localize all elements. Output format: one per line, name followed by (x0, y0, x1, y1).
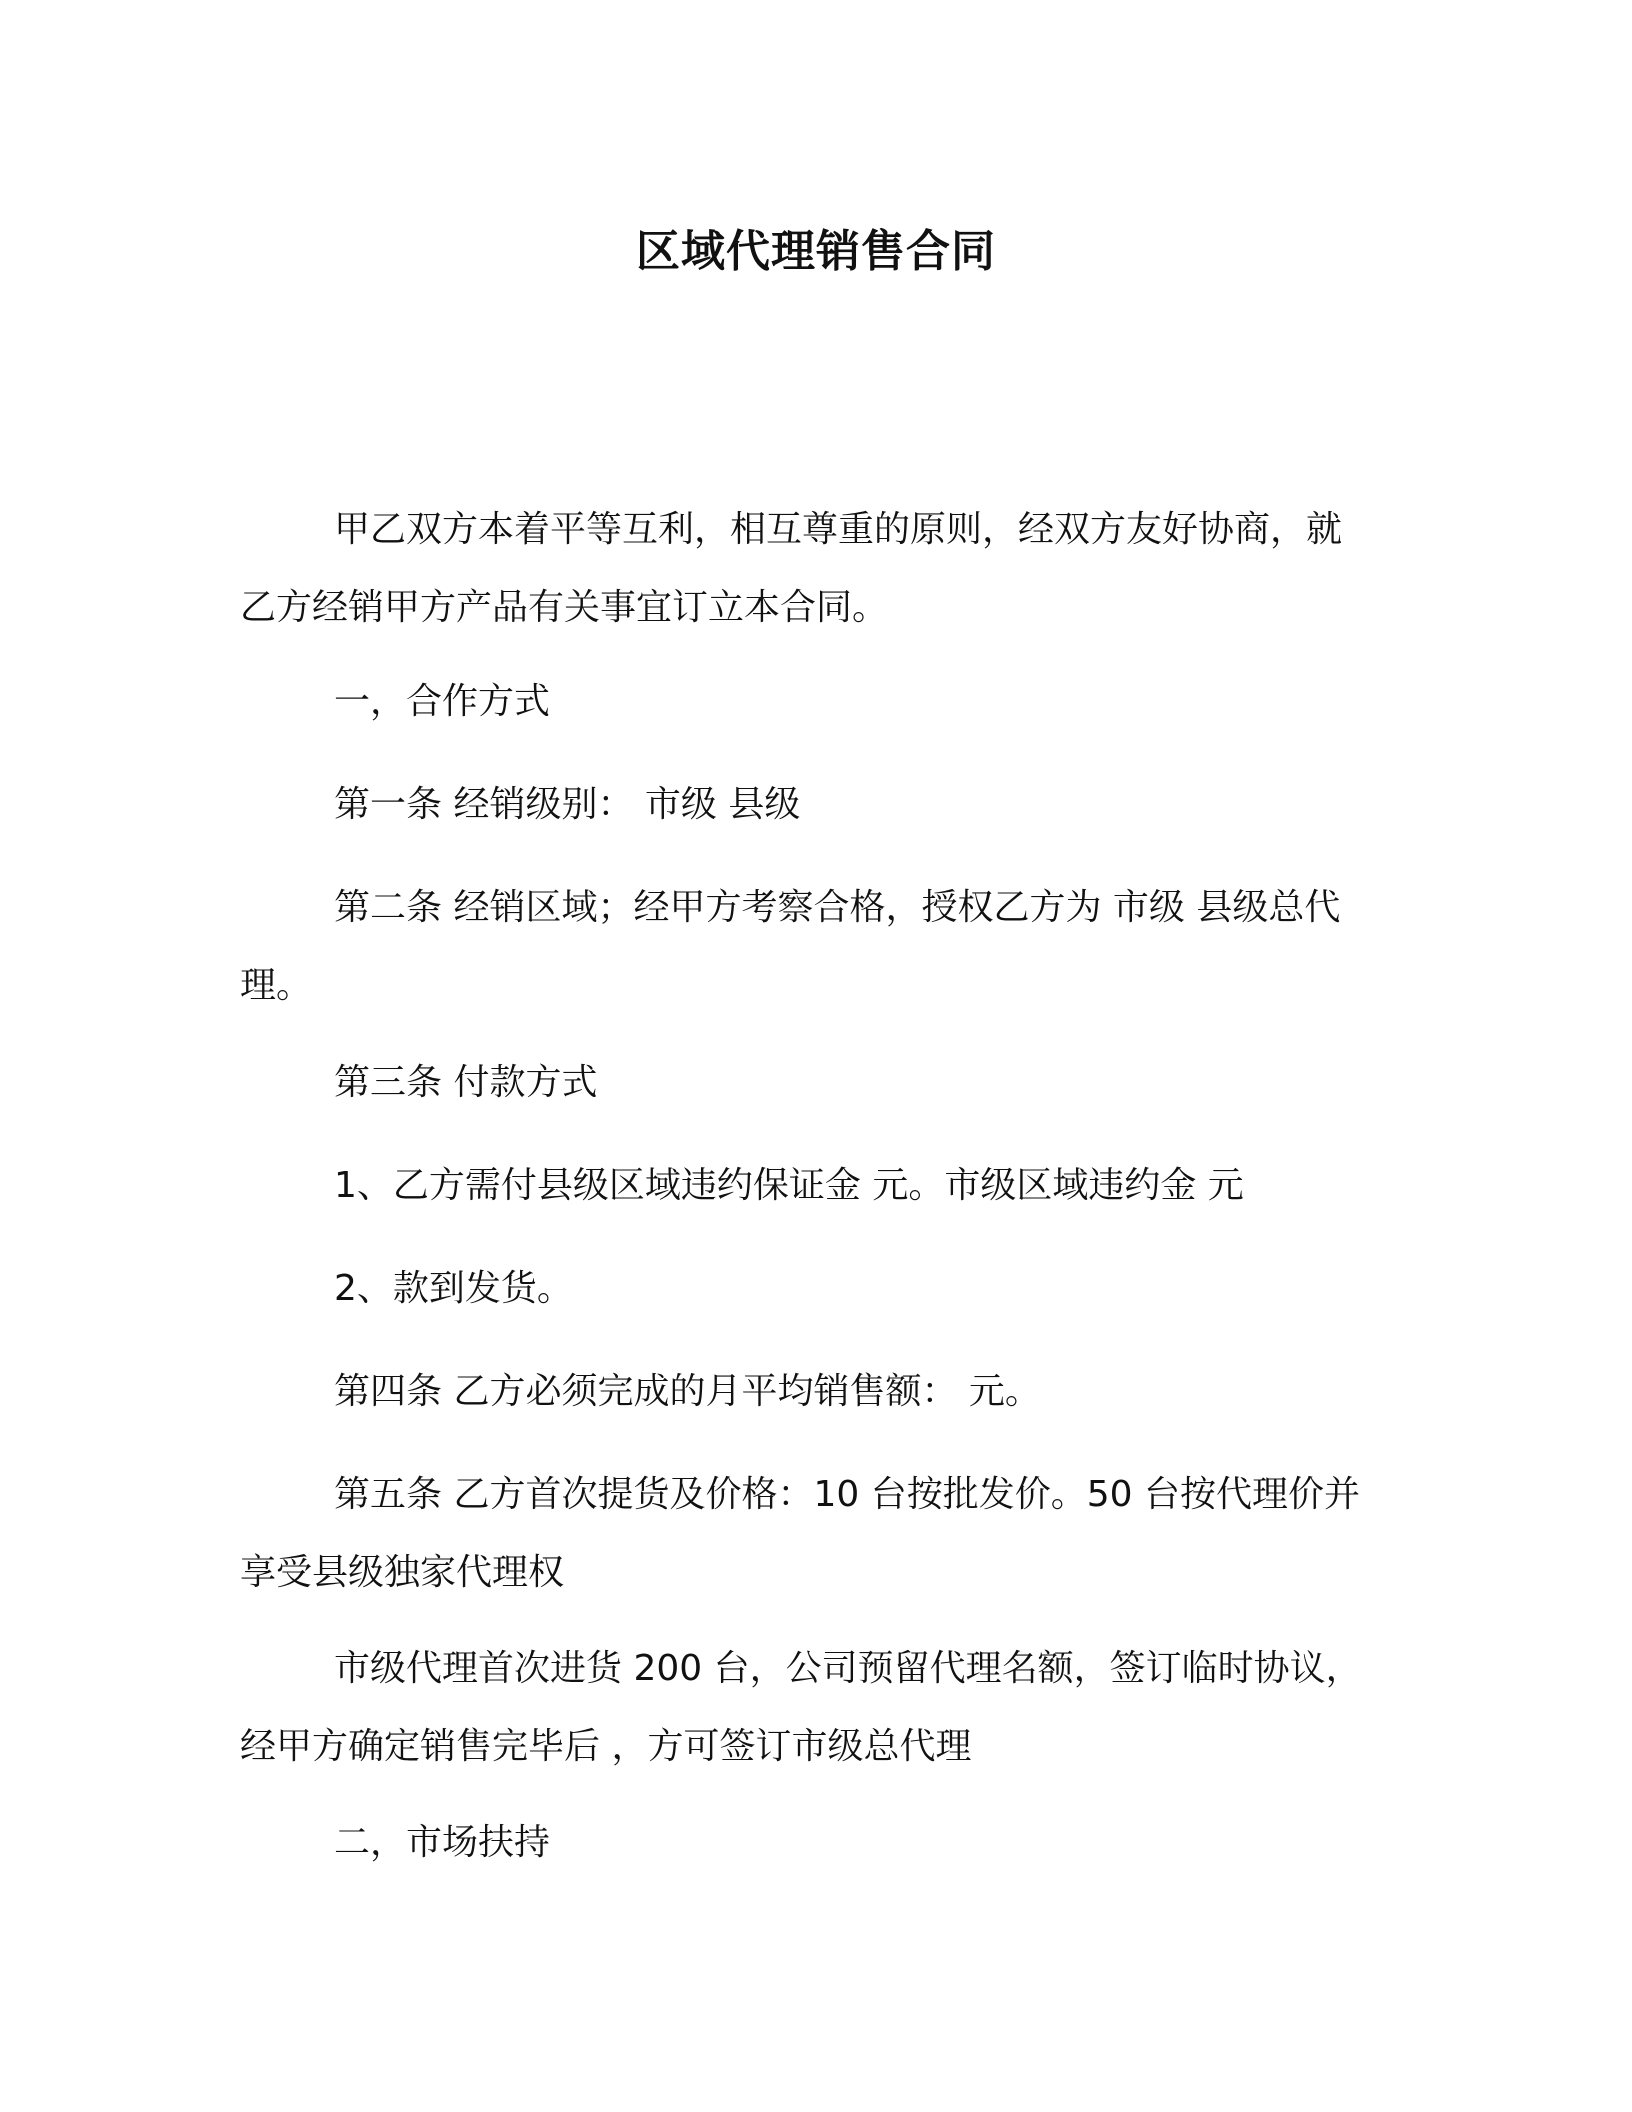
section-heading-market-support: 二，市场扶持 (334, 1822, 551, 1863)
article-1-paragraph: 第一条 经销级别： 市级 县级 (334, 784, 801, 825)
city-agent-paragraph: 市级代理首次进货 200 台，公司预留代理名额，签订临时协议，经甲方确定销售完毕后 ，方可签订市级总代理 (240, 1648, 1362, 1767)
article-4-paragraph: 第四条 乙方必须完成的月平均销售额： 元。 (334, 1371, 1041, 1412)
payment-item-2: 2、款到发货。 (334, 1268, 573, 1309)
section-heading-cooperation: 一，合作方式 (334, 681, 551, 722)
article-5-paragraph: 第五条 乙方首次提货及价格：10 台按批发价。50 台按代理价并享受县级独家代理权 (240, 1474, 1360, 1593)
intro-paragraph: 甲乙双方本着平等互利，相互尊重的原则，经双方友好协商，就乙方经销甲方产品有关事宜订立本合同。 (240, 509, 1343, 628)
document-title: 区域代理销售合同 (636, 226, 996, 277)
article-3-paragraph: 第三条 付款方式 (334, 1062, 598, 1103)
article-2-paragraph: 第二条 经销区域；经甲方考察合格，授权乙方为 市级 县级总代理。 (240, 887, 1341, 1006)
payment-item-1: 1、乙方需付县级区域违约保证金 元。市级区域违约金 元 (334, 1165, 1244, 1206)
